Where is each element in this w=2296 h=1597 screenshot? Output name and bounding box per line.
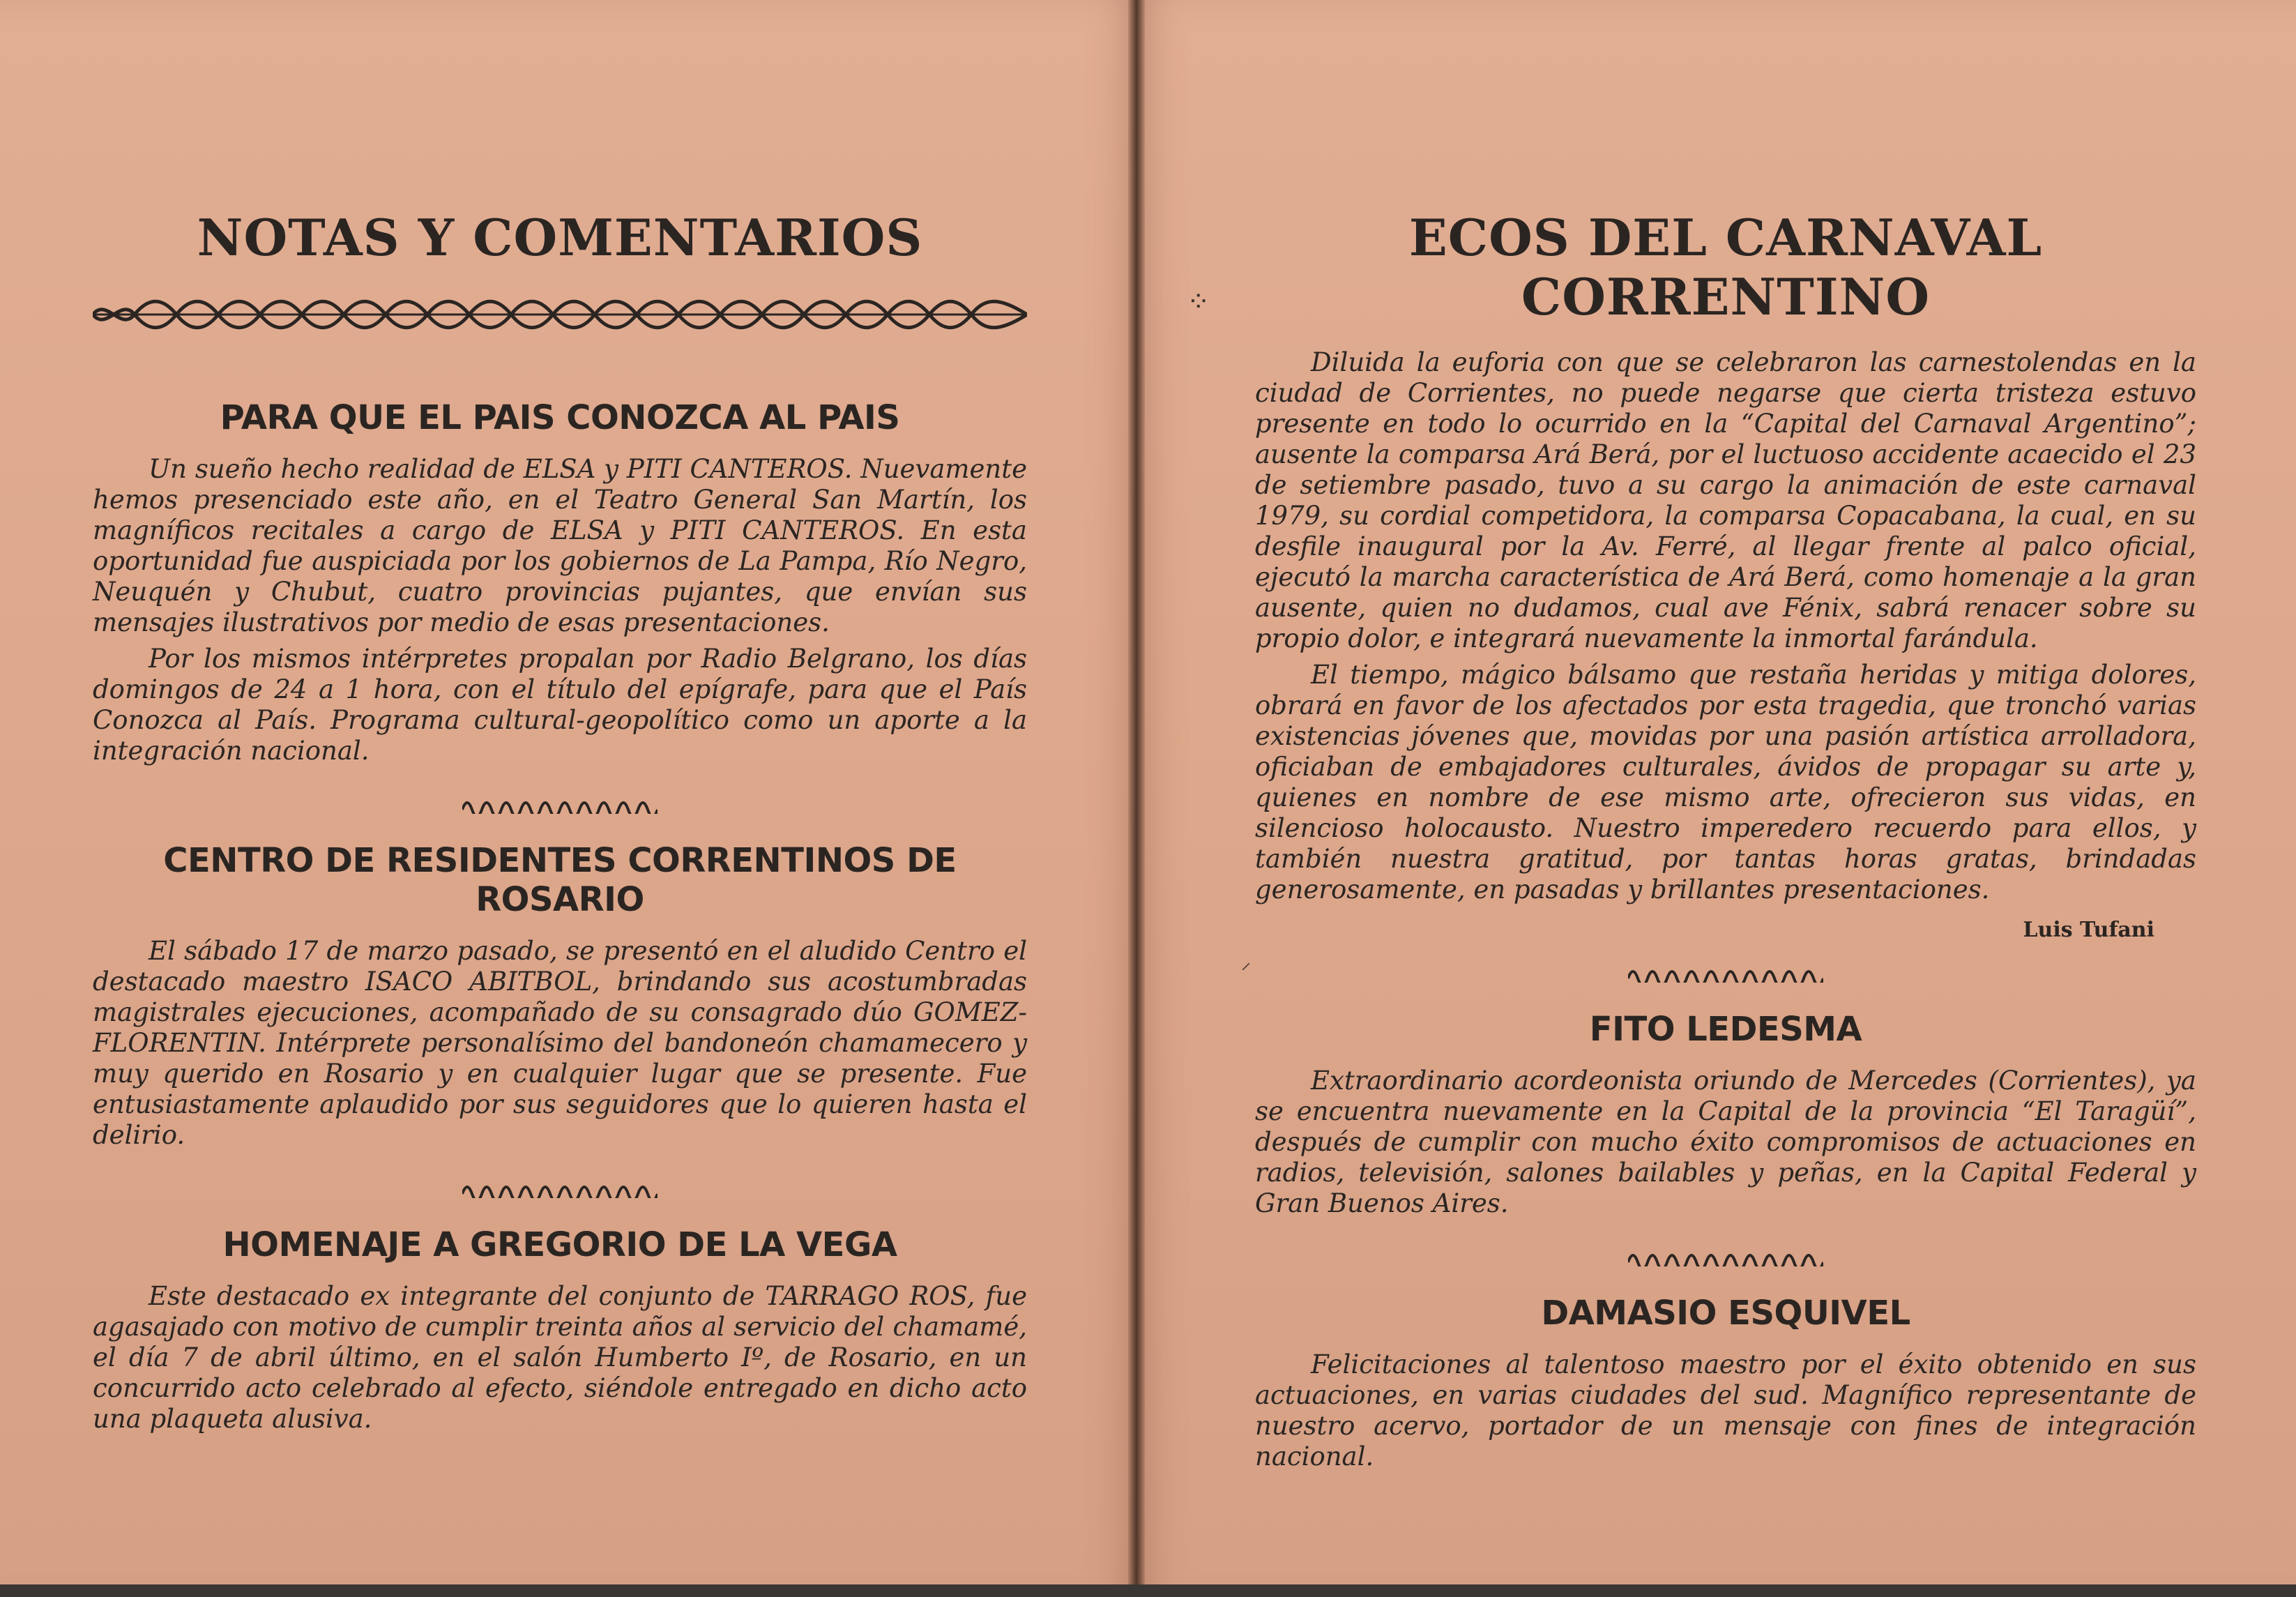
bottom-edge bbox=[0, 1584, 2296, 1597]
right-page-title: ECOS DEL CARNAVAL CORRENTINO bbox=[1408, 208, 2043, 326]
left-column bbox=[93, 195, 1027, 1435]
ink-speck: ⁘ bbox=[1187, 286, 1210, 318]
book-gutter bbox=[1128, 0, 1145, 1597]
wave-divider-icon bbox=[1628, 963, 1823, 983]
left-page bbox=[0, 0, 1136, 1597]
section-heading: HOMENAJE A GREGORIO DE LA VEGA bbox=[222, 1225, 897, 1264]
ornamental-border bbox=[93, 294, 1027, 335]
section-heading: DAMASIO ESQUIVEL bbox=[1541, 1294, 1910, 1333]
author-signature: Luis Tufani bbox=[2023, 918, 2154, 942]
section-paragraph: El sábado 17 de marzo pasado, se presentó en el aludido Centro el destacado maestro ISACO ABITBOL, brindando sus acostumbradas magistrales ejecuciones, acompañado de su consagrado dúo GOMEZ-FLORENTIN. Intérprete personalísimo del bandoneón chamamecero y muy querido en Rosario y en cualquier lugar que se presente. Fue entusiastamente aplaudido por sus seguidores que lo quieren hasta el delirio. bbox=[93, 936, 1027, 1150]
wave-divider bbox=[1255, 963, 2196, 986]
section-heading: PARA QUE EL PAIS CONOZCA AL PAIS bbox=[220, 398, 900, 437]
wave-divider bbox=[93, 1179, 1027, 1202]
wave-divider-icon bbox=[462, 1179, 657, 1198]
ink-speck: ⸝ bbox=[1241, 951, 1252, 974]
section-paragraph: Felicitaciones al talentoso maestro por el éxito obtenido en sus actuaciones, en varias ciudades del sud. Magnífico representante de nuestro acervo, portador de un mensaje con fines de integración nacional. bbox=[1255, 1349, 2196, 1471]
wave-divider bbox=[93, 794, 1027, 817]
section-homenaje bbox=[93, 1225, 1027, 1435]
article-paragraph: Diluida la euforia con que se celebraron las carnestolendas en la ciudad de Corrientes, no puede negarse que cierta tristeza estuvo presente en todo lo ocurrido en la “Capital del Carnaval Argentino”; ausente la comparsa Ará Berá, por el luctuoso accidente acaecido el 23 de setiembre pasado, tuvo a su cargo la animación de este carnaval 1979, su cordial competidora, la comparsa Copacabana, la cual, en su desfile inaugural por la Av. Ferré, al llegar frente al palco oficial, ejecutó la marcha característica de Ará Berá, como homenaje a la gran ausente, quien no dudamos, cual ave Fénix, sabrá renacer sobre su propio dolor, e integrará nuevamente la inmortal farándula. bbox=[1255, 347, 2196, 653]
ornament-vine-icon bbox=[93, 294, 1027, 335]
section-para-que-el-pais bbox=[93, 398, 1027, 766]
carnaval-article bbox=[1255, 347, 2196, 942]
right-page bbox=[1136, 0, 2296, 1597]
section-paragraph: Por los mismos intérpretes propalan por Radio Belgrano, los días domingos de 24 a 1 hora, con el título del epígrafe, para que el País Conozca al País. Programa cultural-geopolítico como un aporte a la integración nacional. bbox=[93, 644, 1027, 766]
section-centro-residentes bbox=[93, 841, 1027, 1151]
wave-divider-icon bbox=[1628, 1247, 1823, 1266]
wave-divider-icon bbox=[462, 794, 657, 814]
right-column bbox=[1255, 195, 2196, 1472]
section-fito-ledesma bbox=[1255, 1010, 2196, 1219]
section-paragraph: Extraordinario acordeonista oriundo de Mercedes (Corrientes), ya se encuentra nuevamente en la Capital de la provincia “El Taragüí”, después de cumplir con mucho éxito compromisos de actuaciones en radios, televisión, salones bailables y peñas, en la Capital Federal y Gran Buenos Aires. bbox=[1255, 1066, 2196, 1218]
left-page-title: NOTAS Y COMENTARIOS bbox=[197, 208, 923, 267]
wave-divider bbox=[1255, 1247, 2196, 1270]
section-damasio-esquivel bbox=[1255, 1294, 2196, 1472]
section-paragraph: Este destacado ex integrante del conjunto de TARRAGO ROS, fue agasajado con motivo de cumplir treinta años al servicio del chamamé, el día 7 de abril último, en el salón Humberto Iº, de Rosario, en un concurrido acto celebrado al efecto, siéndole entregado en dicho acto una plaqueta alusiva. bbox=[93, 1281, 1027, 1434]
article-paragraph: El tiempo, mágico bálsamo que restaña heridas y mitiga dolores, obrará en favor de los afectados por esta tragedia, que tronchó varias existencias jóvenes que, movidas por una pasión artística arrolladora, oficiaban de embajadores culturales, ávidos de propagar su arte y, quienes en nombre de ese mismo arte, ofrecieron sus vidas, en silencioso holocausto. Nuestro imperedero recuerdo para ellos, y también nuestra gratitud, por tantas horas gratas, brindadas generosamente, en pasadas y brillantes presentaciones. bbox=[1255, 660, 2196, 905]
section-heading: FITO LEDESMA bbox=[1589, 1010, 1862, 1049]
section-heading: CENTRO DE RESIDENTES CORRENTINOS DE ROSARIO bbox=[163, 841, 957, 919]
section-paragraph: Un sueño hecho realidad de ELSA y PITI CANTEROS. Nuevamente hemos presenciado este año, en el Teatro General San Martín, los magníficos recitales a cargo de ELSA y PITI CANTEROS. En esta oportunidad fue auspiciada por los gobiernos de La Pampa, Río Negro, Neuquén y Chubut, cuatro provincias pujantes, que envían sus mensajes ilustrativos por medio de esas presentaciones. bbox=[93, 454, 1027, 637]
